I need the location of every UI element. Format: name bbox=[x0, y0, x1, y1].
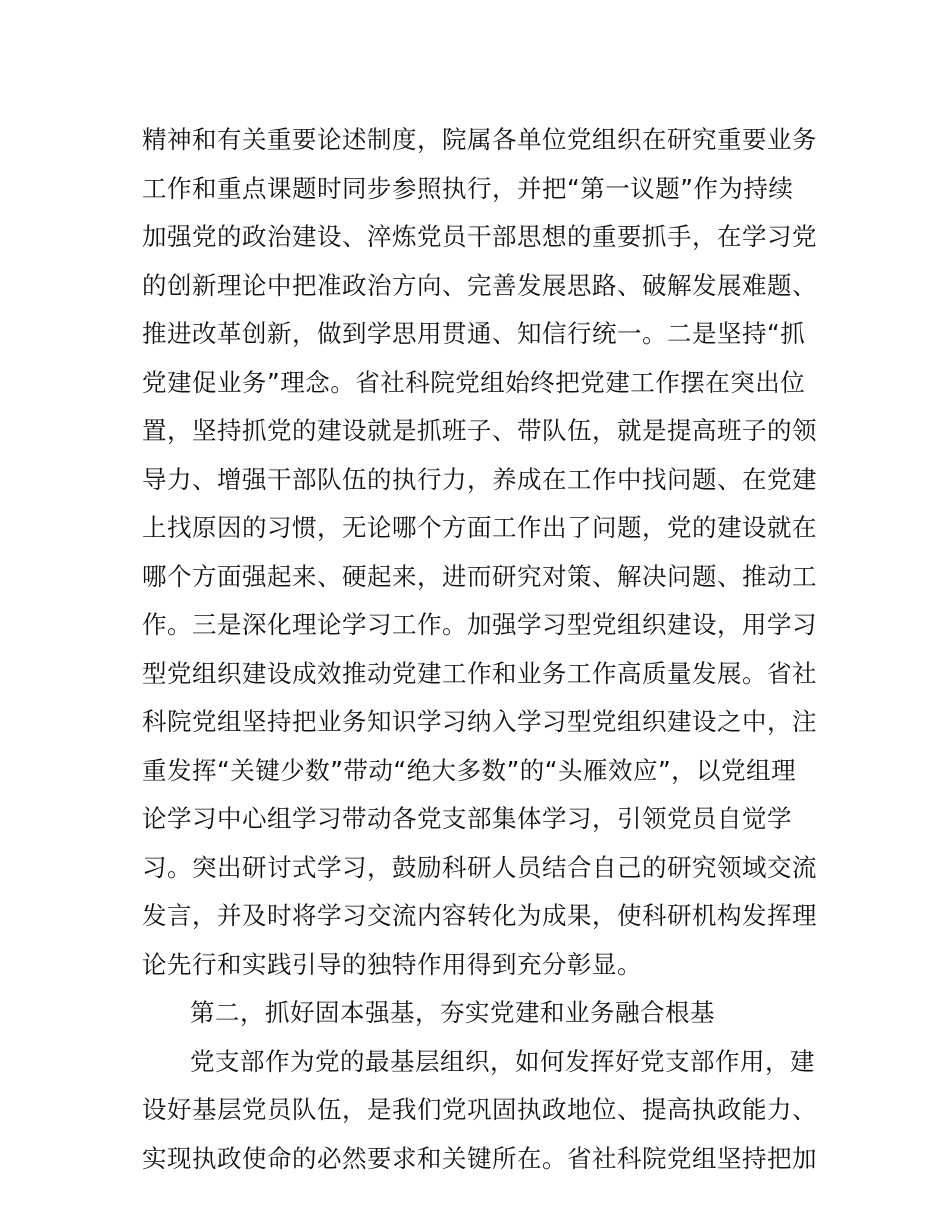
text-line: 论学习中心组学习带动各党支部集体学习，引领党员自觉学 bbox=[142, 804, 792, 833]
text-line: 置，坚持抓党的建设就是抓班子、带队伍，就是提高班子的领 bbox=[142, 416, 817, 445]
text-line: 哪个方面强起来、硬起来，进而研究对策、解决问题、推动工 bbox=[142, 561, 817, 591]
text-line: 作。三是深化理论学习工作。加强学习型党组织建设，用学习 bbox=[142, 610, 817, 639]
text-line: 型党组织建设成效推动党建工作和业务工作高质量发展。省社 bbox=[142, 658, 817, 688]
text-line: 习。突出研讨式学习，鼓励科研人员结合自己的研究领域交流 bbox=[142, 852, 817, 882]
text-line: 加强党的政治建设、淬炼党员干部思想的重要抓手，在学习党 bbox=[142, 222, 817, 251]
text-line: 的创新理论中把准政治方向、完善发展思路、破解发展难题、 bbox=[142, 270, 817, 300]
text-line: 上找原因的习惯，无论哪个方面工作出了问题，党的建设就在 bbox=[142, 513, 817, 542]
paragraph-line: 党支部作为党的最基层组织，如何发挥好党支部作用，建 bbox=[190, 1046, 815, 1076]
text-line: 导力、增强干部队伍的执行力，养成在工作中找问题、在党建 bbox=[142, 464, 817, 494]
text-line: 工作和重点课题时同步参照执行，并把“第一议题”作为持续 bbox=[142, 173, 794, 203]
document-body bbox=[142, 116, 817, 1183]
text-line: 论先行和实践引导的独特作用得到充分彰显。 bbox=[142, 949, 642, 979]
text-line: 推进改革创新，做到学思用贯通、知信行统一。二是坚持“抓 bbox=[142, 319, 806, 348]
text-line: 精神和有关重要论述制度，院属各单位党组织在研究重要业务 bbox=[142, 125, 817, 154]
paragraph-line: 设好基层党员队伍，是我们党巩固执政地位、提高执政能力、 bbox=[142, 1095, 817, 1124]
text-line: 科院党组坚持把业务知识学习纳入学习型党组织建设之中，注 bbox=[142, 707, 817, 736]
text-line: 党建促业务”理念。省社科院党组始终把党建工作摆在突出位 bbox=[142, 367, 806, 397]
section-heading: 第二，抓好固本强基，夯实党建和业务融合根基 bbox=[190, 998, 715, 1027]
paragraph-line: 实现执政使命的必然要求和关键所在。省社科院党组坚持把加 bbox=[142, 1143, 817, 1173]
text-line: 发言，并及时将学习交流内容转化为成果，使科研机构发挥理 bbox=[142, 901, 817, 930]
text-line: 重发挥“关键少数”带动“绝大多数”的“头雁效应”，以党组理 bbox=[142, 755, 797, 785]
